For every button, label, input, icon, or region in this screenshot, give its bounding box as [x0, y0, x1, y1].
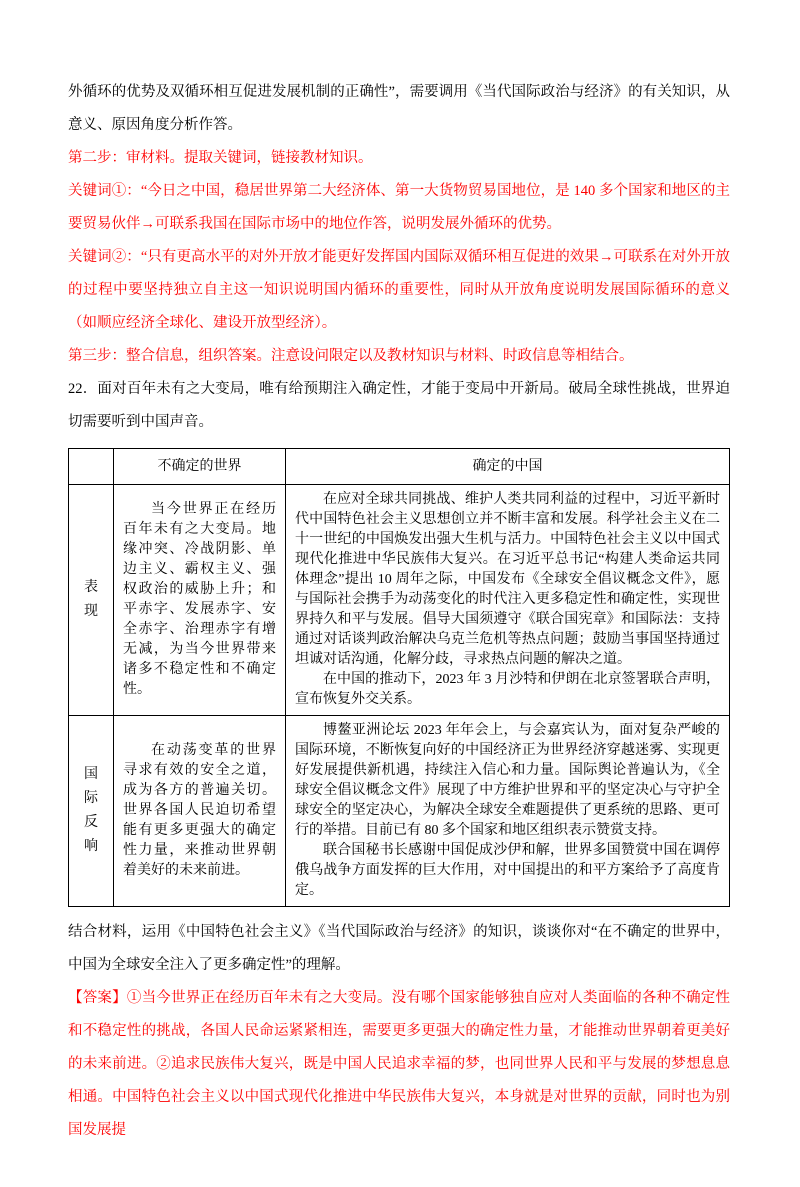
paragraph-continuation: 外循环的优势及双循环相互促进发展机制的正确性”，需要调用《当代国际政治与经济》的有关知识，从意义、原因角度分析作答。	[68, 84, 730, 133]
table-row-international-response	[69, 716, 730, 907]
world-cell-international-response	[114, 716, 286, 907]
table-header-row	[69, 449, 730, 485]
row-label-text: 国际反响	[84, 767, 98, 854]
question-22-intro: 22．面对百年未有之大变局，唯有给预期注入确定性，才能于变局中开新局。破局全球性挑战，世界迫切需要听到中国声音。	[68, 381, 730, 430]
china-paragraph: 博鳌亚洲论坛 2023 年年会上，与会嘉宾认为，面对复杂严峻的国际环境，不断恢复向好的中国经济正为世界经济穿越迷雾、实现更好发展提供新机遇，持续注入信心和力量。国际舆论普遍认为，《全球安全倡议概念文件》展现了中方维护世界和平的坚定决心与守护全球安全的坚定决心，为解决全球安全难题提供了更系统的思路、更可行的举措。目前已有 80 多个国家和地区组织表示赞赏支持。	[295, 723, 720, 838]
row-label-manifestation	[69, 485, 114, 716]
china-cell-manifestation	[286, 485, 730, 716]
china-cell-international-response	[286, 716, 730, 907]
china-paragraph: 联合国秘书长感谢中国促成沙伊和解，世界多国赞赏中国在调停俄乌战争方面发挥的巨大作用，对中国提出的和平方案给予了高度肯定。	[295, 843, 720, 898]
comparison-table	[68, 448, 730, 907]
world-paragraph: 当今世界正在经历百年未有之大变局。地缘冲突、冷战阴影、单边主义、霸权主义、强权政治的威胁上升；和平赤字、发展赤字、安全赤字、治理赤字有增无减，为当今世界带来诸多不稳定性和不确定性。	[123, 502, 276, 697]
keyword2-line: 关键词②：“只有更高水平的对外开放才能更好发挥国内国际双循环相互促进的效果→可联系在对外开放的过程中要坚持独立自主这一知识说明国内循环的重要性，同时从开放角度说明发展国际循环的意义（如顺应经济全球化、建设开放型经济）。	[68, 249, 730, 331]
world-cell-manifestation	[114, 485, 286, 716]
table-row-manifestation	[69, 485, 730, 716]
step2-line: 第二步：审材料。提取关键词，链接教材知识。	[68, 150, 373, 166]
question-prompt: 结合材料，运用《中国特色社会主义》《当代国际政治与经济》的知识，谈谈你对“在不确定的世界中，中国为全球安全注入了更多确定性”的理解。	[68, 924, 730, 973]
table-header-certain-china: 确定的中国	[286, 449, 730, 485]
china-paragraph: 在中国的推动下，2023 年 3 月沙特和伊朗在北京签署联合声明，宣布恢复外交关系。	[295, 672, 720, 707]
row-label-international-response	[69, 716, 114, 907]
world-paragraph: 在动荡变革的世界寻求有效的安全之道，成为各方的普遍关切。世界各国人民迫切希望能有更多更强大的确定性力量，来推动世界朝着美好的未来前进。	[123, 743, 276, 878]
table-header-empty	[69, 449, 114, 485]
china-paragraph: 在应对全球共同挑战、维护人类共同利益的过程中，习近平新时代中国特色社会主义思想创立并不断丰富和发展。科学社会主义在二十一世纪的中国焕发出强大生机与活力。中国特色社会主义以中国式现代化推进中华民族伟大复兴。在习近平总书记“构建人类命运共同体理念”提出 10 周年之际，中国发布《全球安全倡议概念文件》，愿与国际社会携手为动荡变化的时代注入更多稳定性和确定性，实现世界持久和平与发展。倡导大国须遵守《联合国宪章》和国际法：支持通过对话谈判政治解决乌克兰危机等热点问题；鼓励当事国坚持通过坦诚对话沟通，化解分歧，寻求热点问题的解决之道。	[295, 492, 720, 667]
row-label-text: 表现	[84, 580, 98, 619]
step3-line: 第三步：整合信息，组织答案。注意设问限定以及教材知识与材料、时政信息等相结合。	[68, 348, 634, 364]
table-header-uncertain-world: 不确定的世界	[114, 449, 286, 485]
answer-paragraph: 【答案】①当今世界正在经历百年未有之大变局。没有哪个国家能够独自应对人类面临的各种不确定性和不稳定性的挑战，各国人民命运紧紧相连，需要更多更强大的确定性力量，才能推动世界朝着更美好的未来前进。②追求民族伟大复兴，既是中国人民追求幸福的梦，也同世界人民和平与发展的梦想息息相通。中国特色社会主义以中国式现代化推进中华民族伟大复兴，本身就是对世界的贡献，同时也为别国发展提	[68, 990, 730, 1138]
keyword1-line: 关键词①：“今日之中国，稳居世界第二大经济体、第一大货物贸易国地位，是 140 多个国家和地区的主要贸易伙伴→可联系我国在国际市场中的地位作答，说明发展外循环的优势。	[68, 183, 730, 232]
